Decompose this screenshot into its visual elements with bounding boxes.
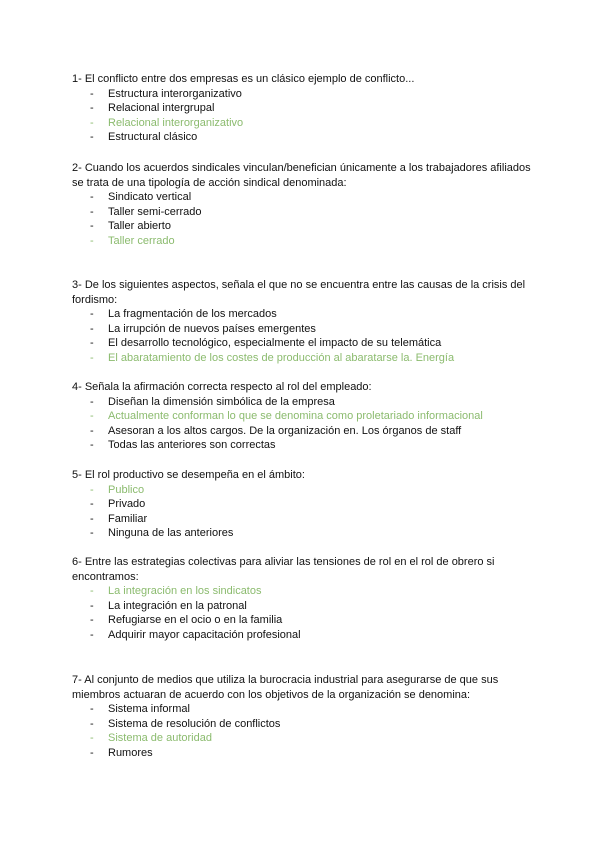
question-4	[72, 380, 532, 453]
question-text: 2- Cuando los acuerdos sindicales vinculan/benefician únicamente a los trabajadores afiliados se trata de una tipología de acción sindical denominada:	[72, 162, 531, 189]
option-text: Refugiarse en el ocio o en la familia	[108, 614, 283, 627]
option	[72, 702, 532, 717]
option-text: Sistema informal	[108, 703, 190, 716]
option	[72, 395, 532, 410]
option-correct	[72, 351, 532, 366]
question-text: 7- Al conjunto de medios que utiliza la burocracia industrial para asegurarse de que sus miembros actuaran de acuerdo con los objetivos de la organización se denomina:	[72, 674, 499, 701]
option	[72, 512, 532, 527]
option-list	[72, 307, 532, 365]
option-correct	[72, 234, 532, 249]
option-correct	[72, 731, 532, 746]
option-list	[72, 584, 532, 642]
dash-bullet: -	[90, 337, 94, 350]
dash-bullet: -	[90, 410, 94, 423]
option-text: Familiar	[108, 512, 148, 525]
dash-bullet: -	[90, 102, 94, 115]
dash-bullet: -	[90, 628, 94, 641]
question-text: 5- El rol productivo se desempeña en el ámbito:	[72, 469, 305, 481]
question-3	[72, 278, 532, 366]
option	[72, 219, 532, 234]
option	[72, 613, 532, 628]
option-text: La integración en los sindicatos	[108, 585, 262, 598]
option	[72, 628, 532, 643]
option-text: Publico	[108, 483, 145, 496]
dash-bullet: -	[90, 220, 94, 233]
option-correct	[72, 584, 532, 599]
option	[72, 526, 532, 541]
option-list	[72, 190, 532, 248]
option-text: Rumores	[108, 746, 153, 759]
dash-bullet: -	[90, 395, 94, 408]
dash-bullet: -	[90, 424, 94, 437]
option-text: Relacional intergrupal	[108, 102, 215, 115]
option-text: Sistema de autoridad	[108, 732, 212, 745]
dash-bullet: -	[90, 599, 94, 612]
option	[72, 497, 532, 512]
dash-bullet: -	[90, 87, 94, 100]
option-text: La fragmentación de los mercados	[108, 308, 277, 321]
dash-bullet: -	[90, 351, 94, 364]
option-text: Asesoran a los altos cargos. De la organización en. Los órganos de staff	[108, 424, 462, 437]
option-list	[72, 395, 532, 453]
dash-bullet: -	[90, 234, 94, 247]
dash-bullet: -	[90, 498, 94, 511]
option-text: Sistema de resolución de conflictos	[108, 717, 281, 730]
option-text: Relacional interorganizativo	[108, 116, 244, 129]
option-text: Adquirir mayor capacitación profesional	[108, 628, 301, 641]
dash-bullet: -	[90, 483, 94, 496]
option-text: Ninguna de las anteriores	[108, 527, 234, 540]
option-text: El abaratamiento de los costes de producción al abaratarse la. Energía	[108, 351, 455, 364]
option	[72, 438, 532, 453]
dash-bullet: -	[90, 527, 94, 540]
dash-bullet: -	[90, 205, 94, 218]
option-text: La irrupción de nuevos países emergentes	[108, 322, 316, 335]
question-6	[72, 555, 532, 643]
option-correct	[72, 409, 532, 424]
dash-bullet: -	[90, 717, 94, 730]
dash-bullet: -	[90, 131, 94, 144]
option-list	[72, 483, 532, 541]
question-text: 3- De los siguientes aspectos, señala el que no se encuentra entre las causas de la crisis del fordismo:	[72, 279, 526, 306]
option	[72, 717, 532, 732]
option-correct	[72, 116, 532, 131]
option	[72, 336, 532, 351]
option-text: Estructural clásico	[108, 131, 198, 144]
option-text: Privado	[108, 498, 146, 511]
dash-bullet: -	[90, 614, 94, 627]
option-text: Actualmente conforman lo que se denomina como proletariado informacional	[108, 410, 483, 423]
option-text: Diseñan la dimensión simbólica de la empresa	[108, 395, 335, 408]
question-2	[72, 161, 532, 249]
option	[72, 190, 532, 205]
dash-bullet: -	[90, 512, 94, 525]
option	[72, 599, 532, 614]
dash-bullet: -	[90, 703, 94, 716]
dash-bullet: -	[90, 585, 94, 598]
question-text: 1- El conflicto entre dos empresas es un clásico ejemplo de conflicto...	[72, 73, 415, 85]
question-text: 6- Entre las estrategias colectivas para aliviar las tensiones de rol en el rol de obrero si encontramos:	[72, 556, 495, 583]
dash-bullet: -	[90, 746, 94, 759]
option-text: Taller abierto	[108, 220, 171, 233]
option-correct	[72, 483, 532, 498]
option-text: Todas las anteriores son correctas	[108, 439, 276, 452]
option	[72, 307, 532, 322]
option-text: Taller semi-cerrado	[108, 205, 202, 218]
option-text: Sindicato vertical	[108, 191, 192, 204]
question-5	[72, 468, 532, 541]
option-text: La integración en la patronal	[108, 599, 247, 612]
dash-bullet: -	[90, 439, 94, 452]
option-list	[72, 702, 532, 760]
dash-bullet: -	[90, 191, 94, 204]
dash-bullet: -	[90, 116, 94, 129]
question-text: 4- Señala la afirmación correcta respecto al rol del empleado:	[72, 381, 372, 393]
option	[72, 87, 532, 102]
option	[72, 101, 532, 116]
option	[72, 205, 532, 220]
option-text: Taller cerrado	[108, 234, 175, 247]
dash-bullet: -	[90, 732, 94, 745]
question-7	[72, 673, 532, 761]
option-text: El desarrollo tecnológico, especialmente el impacto de su telemática	[108, 337, 442, 350]
option	[72, 746, 532, 761]
dash-bullet: -	[90, 322, 94, 335]
option	[72, 424, 532, 439]
option-text: Estructura interorganizativo	[108, 87, 242, 100]
dash-bullet: -	[90, 308, 94, 321]
option	[72, 130, 532, 145]
option-list	[72, 87, 532, 145]
option	[72, 322, 532, 337]
question-1	[72, 72, 532, 145]
